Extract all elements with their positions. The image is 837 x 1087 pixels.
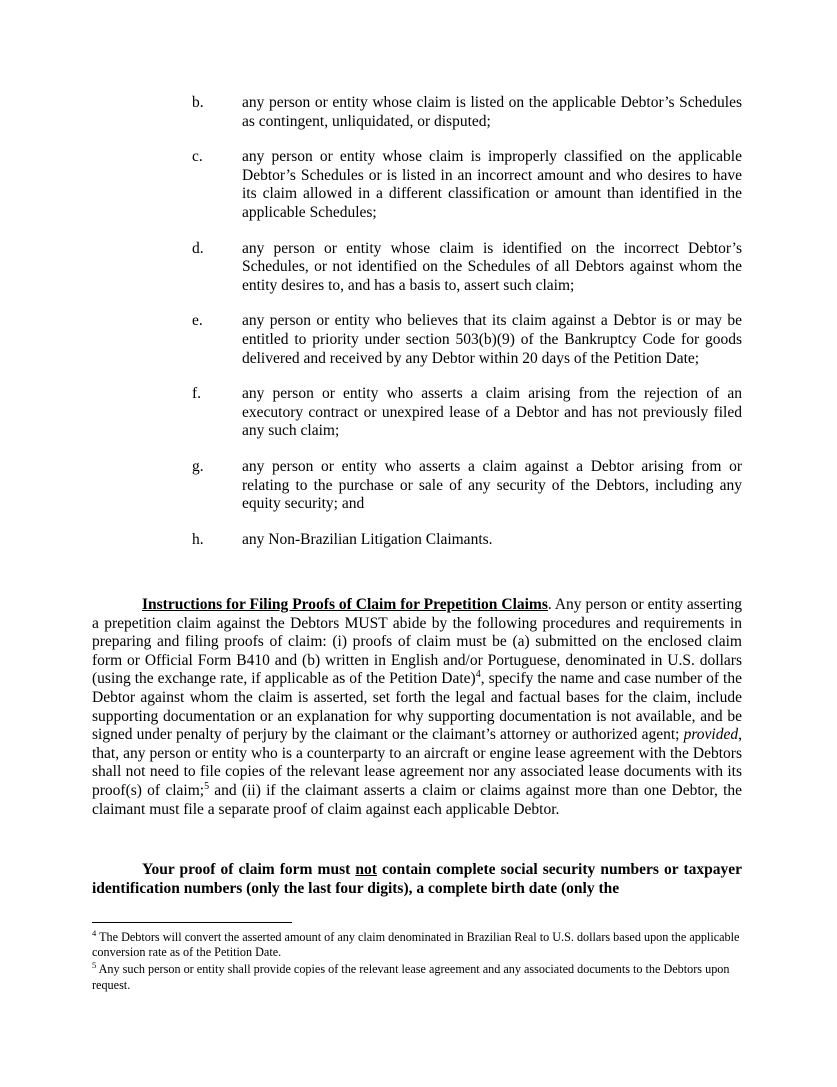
instructions-heading: Instructions for Filing Proofs of Claim for Prepetition Claims xyxy=(142,596,548,613)
footnote-text: Any such person or entity shall provide copies of the relevant lease agreement and any associated documents to the Debtors upon request. xyxy=(92,962,730,992)
notice-paragraph xyxy=(92,861,742,898)
notice-text: Your proof of claim form must xyxy=(142,861,356,878)
list-item-letter: e. xyxy=(192,312,203,330)
instructions-text: and (ii) if the claimant asserts a claim or claims against more than one Debtor, the claimant must file a separate proof of claim against each applicable Debtor. xyxy=(92,781,743,818)
footnote-separator xyxy=(92,922,292,923)
footnote-ref-4[interactable]: 4 xyxy=(475,669,481,681)
footnote-ref-5[interactable]: 5 xyxy=(204,780,210,792)
list-item xyxy=(0,94,837,131)
list-item-text: any person or entity who believes that its claim against a Debtor is or may be entitled to priority under section 503(b)(9) of the Bankruptcy Code for goods delivered and received by any Debtor within 20 days of the Petition Date; xyxy=(242,312,742,367)
footnote-text: The Debtors will convert the asserted amount of any claim denominated in Brazilian Real to U.S. dollars based upon the applicable conversion rate as of the Petition Date. xyxy=(92,930,740,960)
list-item-text: any person or entity whose claim is identified on the incorrect Debtor’s Schedules, or not identified on the Schedules of all Debtors against whom the entity desires to, and has a basis to, assert such claim; xyxy=(242,239,742,294)
list-item-text: any person or entity who asserts a claim against a Debtor arising from or relating to the purchase or sale of any security of the Debtors, including any equity security; and xyxy=(242,457,742,513)
claimant-list xyxy=(0,94,837,566)
footnote-5 xyxy=(92,962,742,992)
instructions-text: , that, any person or entity who is a counterparty to an aircraft or engine lease agreement with the Debtors shall not need to file copies of the relevant lease agreement nor any associated lease documents with its proof(s) of claim; xyxy=(92,726,742,799)
list-item-letter: g. xyxy=(192,457,204,475)
list-item-letter: f. xyxy=(192,385,202,403)
notice-text: contain complete social security numbers or taxpayer identification numbers (only the last four digits), a complete birth date (only the xyxy=(92,861,742,897)
list-item-letter: c. xyxy=(192,148,203,166)
list-item xyxy=(0,148,837,222)
footnote-4 xyxy=(92,927,742,960)
list-item xyxy=(0,312,837,368)
list-item xyxy=(0,458,837,514)
list-item-text: any Non-Brazilian Litigation Claimants. xyxy=(242,530,493,548)
instructions-paragraph xyxy=(92,596,742,819)
footnote-number: 5 xyxy=(92,960,97,971)
list-item-text: any person or entity whose claim is improperly classified on the applicable Debtor’s Schedules or is listed in an incorrect amount and who desires to have its claim allowed in a different classification or amount than identified in the applicable Schedules; xyxy=(242,148,742,221)
footnotes xyxy=(92,927,742,995)
list-item-letter: h. xyxy=(192,530,204,548)
list-item xyxy=(0,240,837,296)
notice-emphasis: not xyxy=(355,861,377,878)
footnote-number: 4 xyxy=(92,927,97,938)
list-item-text: any person or entity whose claim is listed on the applicable Debtor’s Schedules as contingent, unliquidated, or disputed; xyxy=(242,94,742,130)
instructions-text: . Any person or entity asserting a prepetition claim against the Debtors MUST abide by the following procedures and requirements in preparing and filing proofs of claim: (i) proofs of claim must be (a) submitted on the enclosed claim form or Official Form B410 and (b) written in English and/or Portuguese, denominated in U.S. dollars (using the exchange rate, if applicable as of the Petition Date) xyxy=(92,596,742,688)
list-item-letter: d. xyxy=(192,239,204,257)
instructions-text: , specify the name and case number of the Debtor against whom the claim is asserted, set forth the legal and factual bases for the claim, include supporting documentation or an explanation for why supporting documentation is not available, and be signed under penalty of perjury by the claimant or the claimant’s attorney or authorized agent; xyxy=(92,670,742,744)
list-item-letter: b. xyxy=(192,94,204,111)
list-item xyxy=(0,385,837,441)
list-item xyxy=(0,531,837,550)
list-item-text: any person or entity who asserts a claim arising from the rejection of an executory contract or unexpired lease of a Debtor and has not previously filed any such claim; xyxy=(242,385,742,440)
provided-term: provided xyxy=(683,726,739,744)
